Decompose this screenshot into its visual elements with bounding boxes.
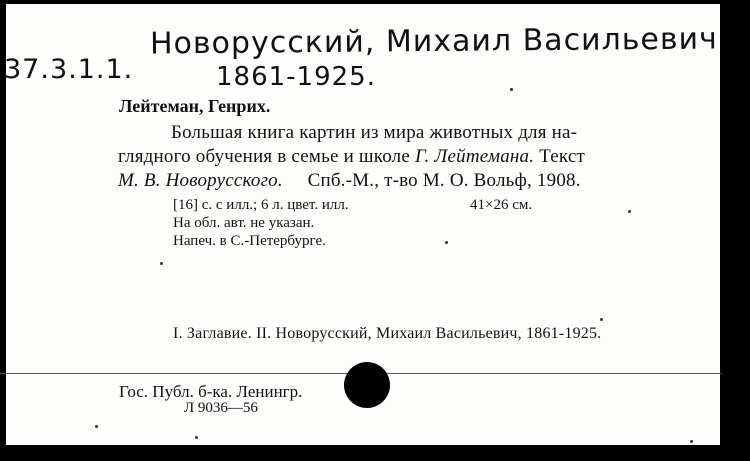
collation-note-1: На обл. авт. не указан. [173, 215, 315, 231]
title-line-3-imprint: Спб.-М., т-во М. О. Вольф, 1908. [282, 170, 581, 191]
entry-title-line-1: Большая книга картин из мира животных для на- [171, 122, 578, 143]
title-line-2-part-a: глядного обучения в семье и школе [118, 146, 415, 167]
entry-title-line-3 [118, 170, 581, 192]
speck [160, 262, 163, 265]
handwritten-shelf-code: 37.3.1.1. [4, 54, 134, 85]
speck [690, 440, 693, 443]
handwritten-years: 1861-1925. [216, 62, 376, 92]
handwritten-author-heading: Новорусский, Михаил Васильевич [149, 21, 718, 62]
title-line-3-editor-italic: М. В. Новорусского. [118, 170, 283, 191]
speck [95, 425, 98, 428]
scan-border-right [720, 0, 750, 461]
scan-border-top [0, 0, 750, 4]
speck [510, 88, 513, 91]
speck [195, 436, 198, 439]
punch-hole [344, 362, 390, 408]
collation-pages: [16] с. с илл.; 6 л. цвет. илл. [173, 197, 349, 213]
library-name: Гос. Публ. б-ка. Ленингр. [119, 382, 303, 401]
entry-title-line-2 [118, 146, 585, 168]
tracing-line: I. Заглавие. II. Новорусский, Михаил Васильевич, 1861-1925. [173, 325, 602, 342]
speck [628, 210, 631, 213]
speck [445, 241, 448, 244]
title-line-2-author-italic: Г. Лейтемана. [414, 146, 535, 167]
collation-dimensions: 41×26 см. [470, 197, 533, 213]
collation-note-2: Напеч. в С.-Петербурге. [173, 233, 326, 249]
scan-border-bottom [0, 445, 750, 461]
title-line-2-part-c: Текст [534, 146, 585, 167]
library-number: Л 9036—56 [184, 400, 258, 416]
speck [600, 318, 603, 321]
entry-author: Лейтеман, Генрих. [119, 96, 271, 116]
